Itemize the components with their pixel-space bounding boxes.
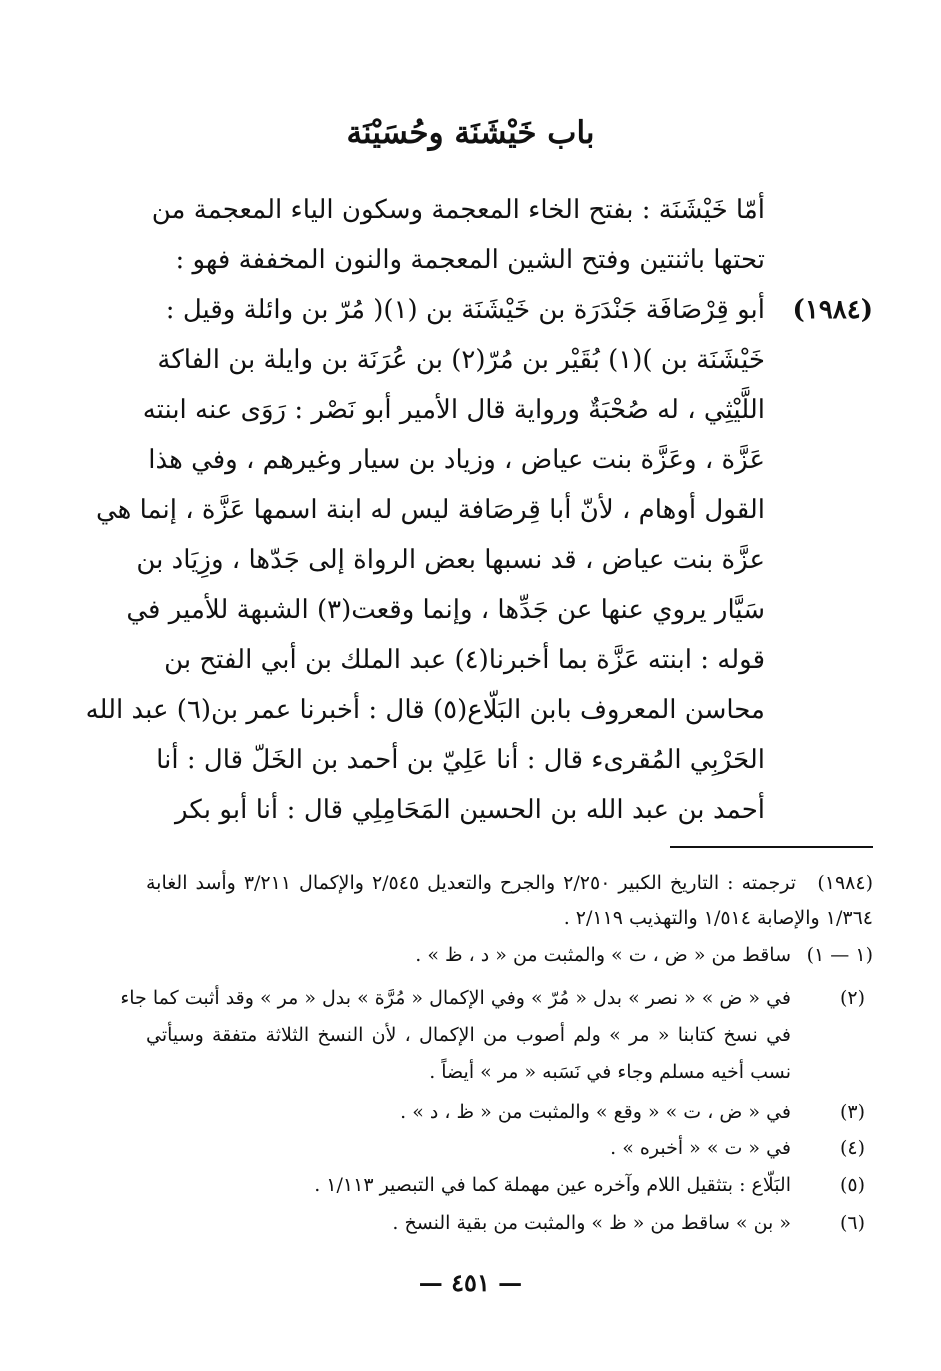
entry-line: القول أوهام ، لأنّ أبا قِرصَافة ليس له ابنة اسمها عَزَّة ، إنما هي: [95, 495, 765, 525]
entry-line: أحمد بن عبد الله بن الحسين المَحَامِلِي قال : أنا أبو بكر: [175, 795, 765, 825]
footnote-number: (١ — ١): [806, 944, 873, 966]
footnote-number: (٥): [839, 1174, 865, 1196]
footnote-number: (٢): [839, 987, 865, 1009]
footnote-line: في « ت » « أخبره » .: [610, 1137, 791, 1159]
footnote-line: ترجمته : التاريخ الكبير ٢/٢٥٠ والجرح والتعديل ٢/٥٤٥ والإكمال ٣/٢١١ وأسد الغابة: [146, 872, 796, 894]
footnote-line: في نسخ كتابنا « مر » ولم أصوب من الإكمال ، لأن النسخ الثلاثة متفقة وسيأتي: [146, 1024, 791, 1046]
entry-line: عَزَّة ، وعَزَّة بنت عياض ، وزياد بن سيار وغيرهم ، وفي هذا: [148, 445, 765, 475]
intro-line: تحتها باثنتين وفتح الشين المعجمة والنون المخففة فهو :: [175, 245, 765, 275]
footnote-number: (٣): [839, 1101, 865, 1123]
entry-line: خَيْشَنَة بن )(١) بُقَيْر بن مُرّ(٢) بن عُرَنَة بن وايلة بن الفاكة: [157, 345, 765, 375]
entry-line: الحَرْبِي المُقرىء قال : أنا عَلِيّ بن أحمد بن الخَلّ قال : أنا: [156, 745, 765, 775]
footnote-line: ساقط من « ض ، ت » والمثبت من « د ، ظ » .: [415, 944, 791, 966]
entry-line: محاسن المعروف بابن البَلّاع(٥) قال : أخبرنا عمر بن(٦) عبد الله: [85, 695, 765, 725]
footnote-line: نسب أخيه مسلم وجاء في نَسَبه « مر » أيضاً .: [429, 1061, 791, 1083]
page-number: — ٤٥١ —: [418, 1268, 523, 1297]
footnote-number: (٦): [839, 1212, 865, 1234]
footnote-separator: [670, 846, 873, 848]
footnote-number: (٤): [839, 1137, 865, 1159]
intro-line: أمّا خَيْشَنَة : بفتح الخاء المعجمة وسكون الياء المعجمة من: [151, 195, 765, 225]
footnote-number: (١٩٨٤): [817, 872, 873, 894]
footnote-line: « بن » ساقط من « ظ » والمثبت من بقية النسخ .: [392, 1212, 791, 1234]
footnote-line: في « ض ، ت » « وقع » والمثبت من « ظ ، د » .: [400, 1101, 791, 1123]
chapter-title: باب خَيْشَنَة وحُسَيْنَة: [346, 115, 595, 151]
entry-line: سَيَّار يروي عنها عن جَدِّها ، وإنما وقعت(٣) الشبهة للأمير في: [126, 595, 765, 625]
footnote-line: ١/٣٦٤ والإصابة ١/٥١٤ والتهذيب ٢/١١٩ .: [563, 907, 873, 929]
footnote-line: في « ض » « نصر » بدل « مُرّ » وفي الإكمال « مُرَّة » بدل « مر » وقد أثبت كما جاء: [120, 987, 791, 1009]
entry-line: اللَّيْثِي ، له صُحْبَةٌ ورواية قال الأمير أبو نَصْر : رَوَى عنه ابنته: [142, 395, 765, 425]
entry-line: قوله : ابنته عَزَّة بما أخبرنا(٤) عبد الملك بن أبي الفتح بن: [164, 645, 765, 675]
entry-number: (١٩٨٤): [792, 295, 873, 325]
footnote-line: البَلّاع : بتثقيل اللام وآخره عين مهملة كما في التبصير ١/١١٣ .: [314, 1174, 791, 1196]
entry-line: أبو قِرْصَافَة جَنْدَرَة بن خَيْشَنَة بن (١)( مُرّ بن وائلة وقيل :: [165, 295, 765, 325]
entry-line: عزَّة بنت عياض ، قد نسبها بعض الرواة إلى جَدّها ، وزِيَاد بن: [136, 545, 765, 575]
